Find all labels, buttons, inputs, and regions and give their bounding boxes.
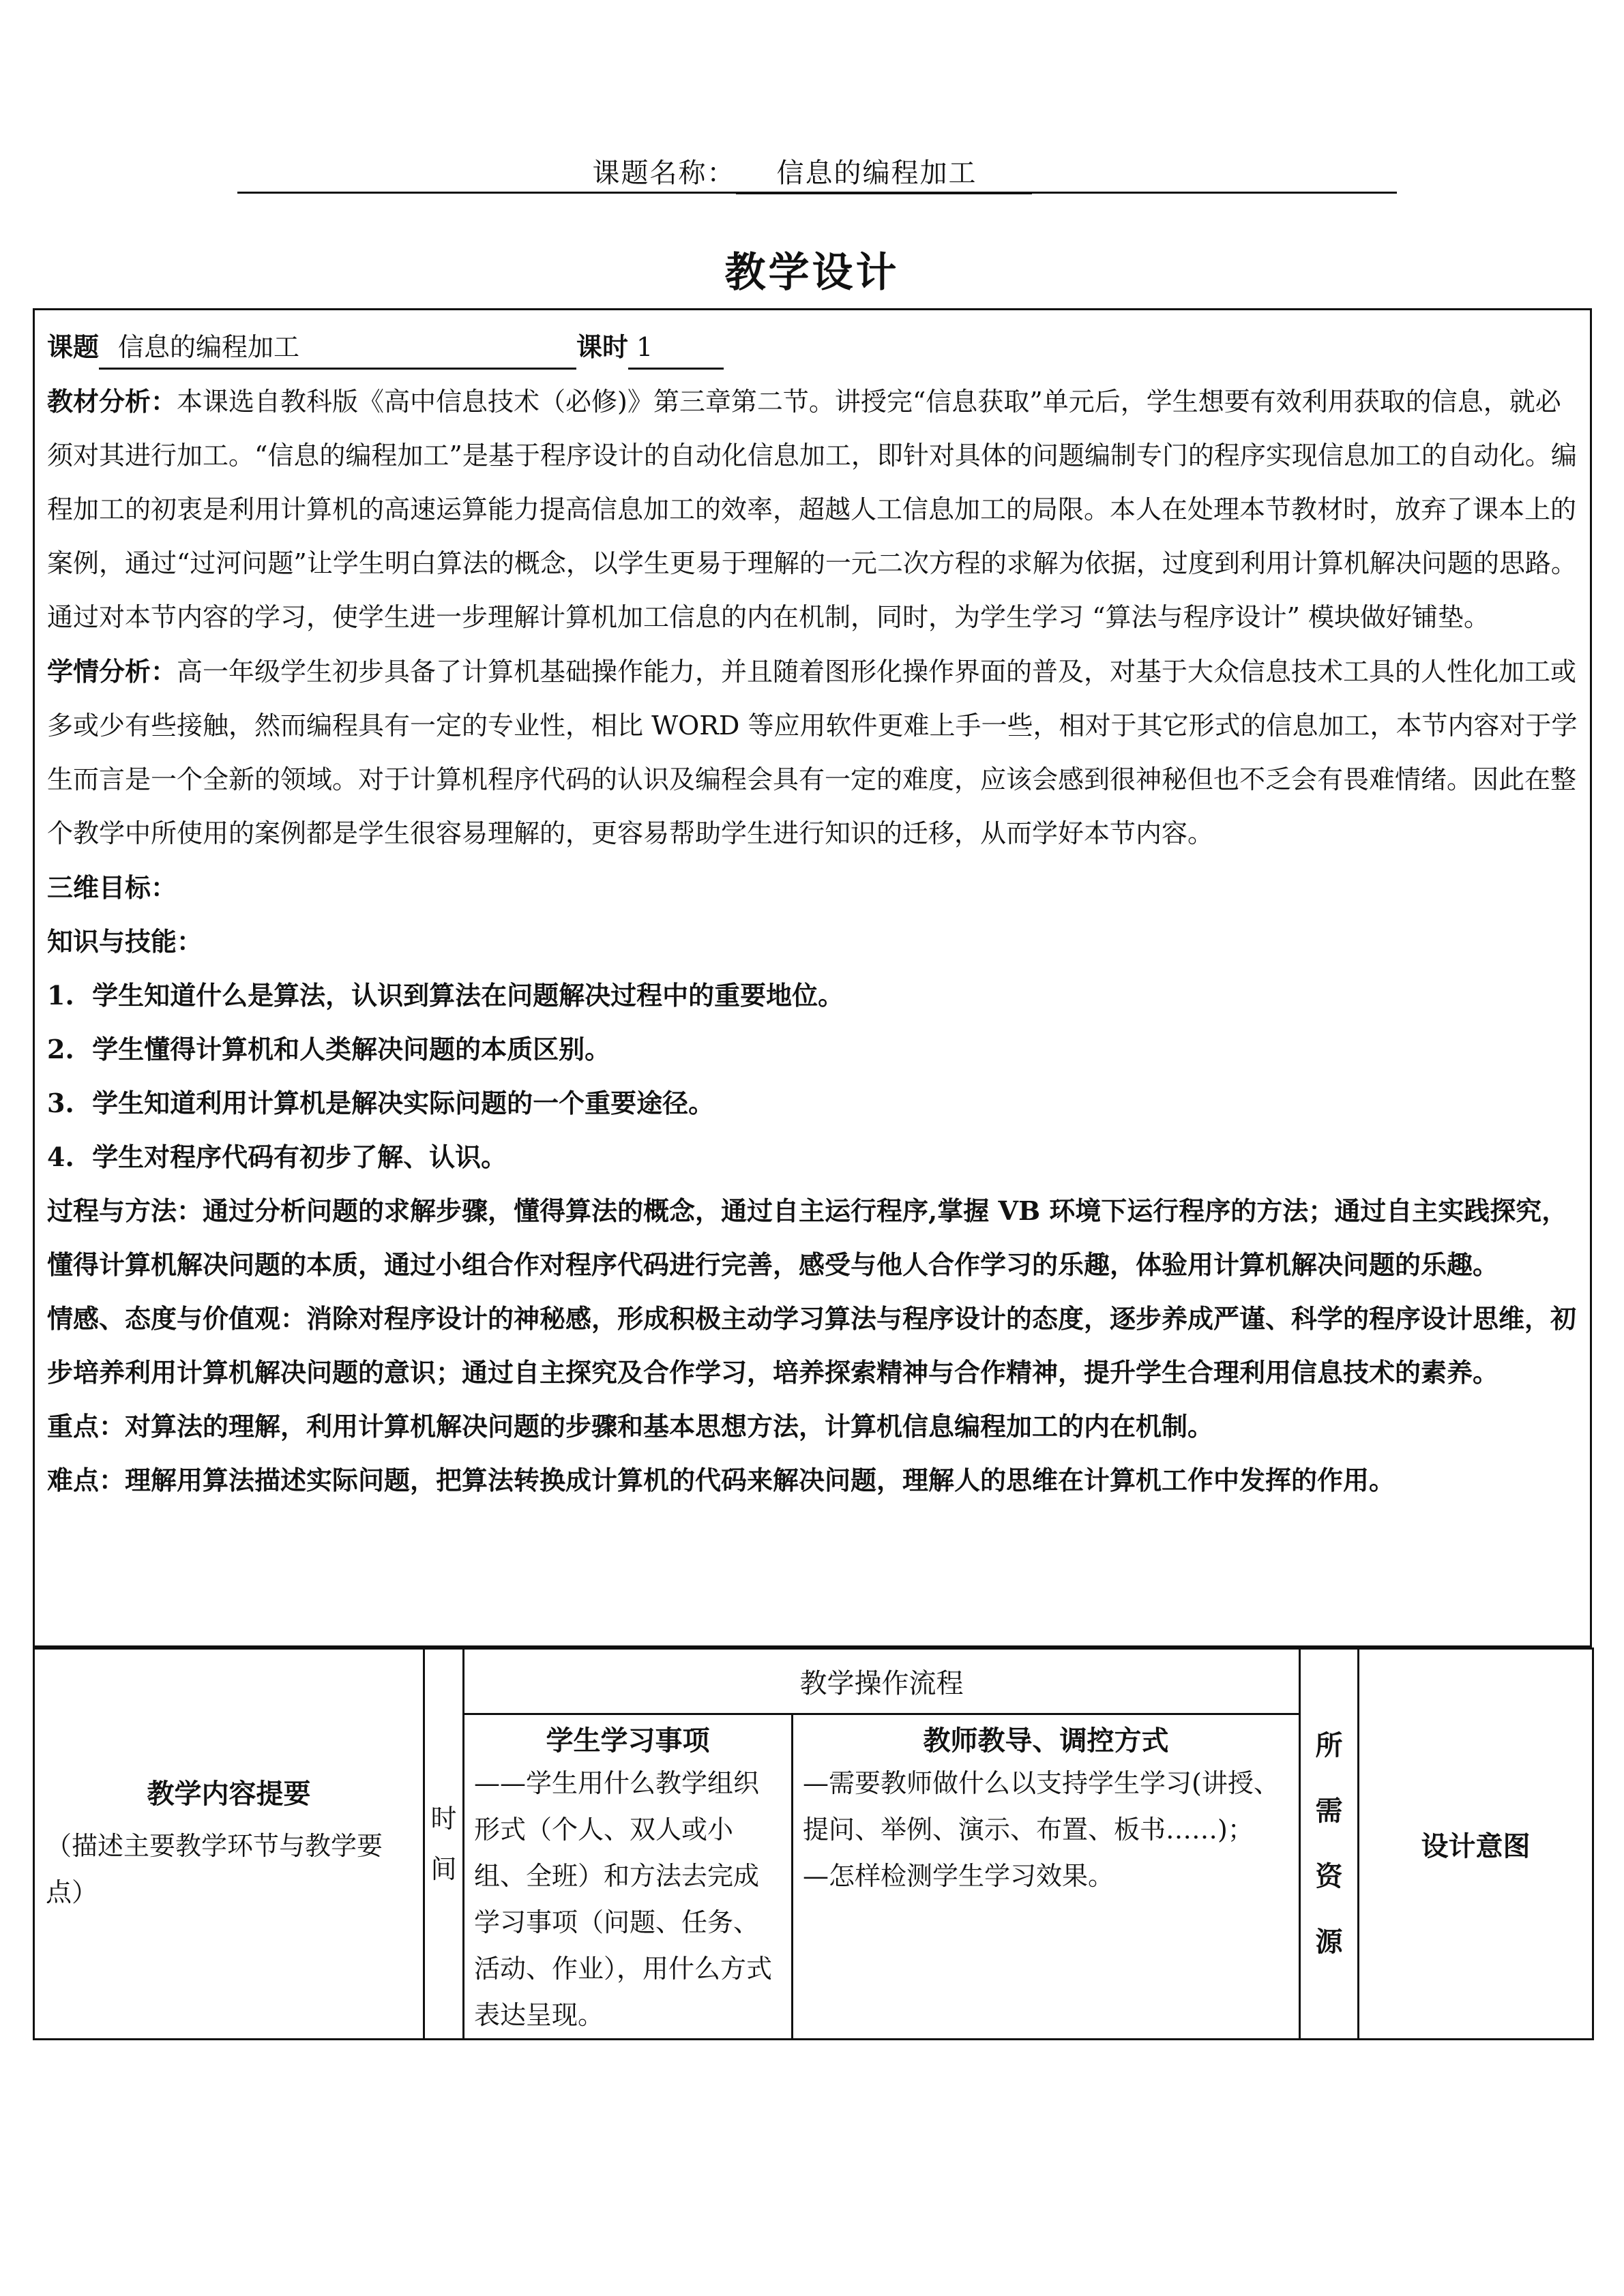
design-intent-cell — [1359, 1649, 1593, 2040]
design-intent-label: 设计意图 — [1421, 1830, 1531, 1862]
process-method-goal: 过程与方法：通过分析问题的求解步骤，懂得算法的概念，通过自主运行程序,掌握 VB 环境下运行程序的方法；通过自主实践探究，懂得计算机解决问题的本质，通过小组合作对程序代码进行完善，感受与他人合作学习的乐趣，体验用计算机解决问题的乐趣。 — [47, 1195, 1568, 1280]
knowledge-heading: 知识与技能： — [47, 926, 203, 957]
teacher-guidance-title: 教师教导、调控方式 — [923, 1725, 1169, 1757]
student-analysis-label: 学情分析： — [47, 656, 177, 687]
topic-value: 信息的编程加工 — [99, 327, 576, 370]
hours-value: 1 — [628, 327, 724, 370]
lesson-topic-line — [47, 320, 1578, 374]
teaching-process-title: 教学操作流程 — [464, 1649, 1300, 1714]
course-name-label: 课题名称： — [592, 158, 736, 189]
lesson-info-box — [33, 308, 1592, 1648]
student-learning-title: 学生学习事项 — [546, 1725, 710, 1757]
material-analysis-text: 本课选自教科版《高中信息技术（必修)》第三章第二节。讲授完“信息获取”单元后，学生想要有效利用获取的信息，就必须对其进行加工。“信息的编程加工”是基于程序设计的自动化信息加工，即针对具体的问题编制专门的程序实现信息加工的自动化。编程加工的初衷是利用计算机的高速运算能力提高信息加工的效率，超越人工信息加工的局限。本人在处理本节教材时，放弃了课本上的案例，通过“过河问题”让学生明白算法的概念，以学生更易于理解的一元二次方程的求解为依据，过度到利用计算机解决问题的思路。通过对本节内容的学习，使学生进一步理解计算机加工信息的内在机制，同时，为学生学习 “算法与程序设计” 模块做好铺垫。 — [47, 387, 1577, 632]
course-name-value: 信息的编程加工 — [736, 151, 1032, 194]
document-title: 教学设计 — [724, 249, 900, 297]
teacher-guidance-desc: —需要教师做什么以支持学生学习(讲授、提问、举例、演示、布置、板书……)； — [803, 1768, 1280, 1845]
teaching-content-cell — [34, 1649, 424, 2040]
topic-label: 课题 — [47, 331, 100, 362]
hours-label: 课时 — [576, 331, 629, 362]
student-learning-cell — [464, 1714, 793, 2040]
header-divider — [237, 192, 1397, 194]
teacher-assessment-desc: —怎样检测学生学习效果。 — [803, 1861, 1114, 1891]
material-analysis — [47, 374, 1578, 644]
knowledge-item: 4. 学生对程序代码有初步了解、认识。 — [47, 1142, 507, 1172]
knowledge-item: 3. 学生知道利用计算机是解决实际问题的一个重要途径。 — [47, 1088, 715, 1118]
goals-heading: 三维目标： — [47, 872, 177, 903]
time-label: 时间 — [430, 1804, 457, 1884]
material-analysis-label: 教材分析： — [47, 386, 177, 417]
student-analysis — [47, 644, 1578, 861]
difficult-point: 难点：理解用算法描述实际问题，把算法转换成计算机的代码来解决问题，理解人的思维在计算机工作中发挥的作用。 — [47, 1465, 1396, 1495]
student-learning-desc: ——学生用什么教学组织形式（个人、双人或小组、全班）和方法去完成学习事项（问题、任务、活动、作业），用什么方式表达呈现。 — [474, 1768, 773, 2030]
key-point: 重点：对算法的理解，利用计算机解决问题的步骤和基本思想方法，计算机信息编程加工的内在机制。 — [47, 1411, 1214, 1442]
resources-cell — [1300, 1649, 1359, 2040]
resources-label: 所需资源 — [1315, 1729, 1343, 1958]
knowledge-item: 1. 学生知道什么是算法，认识到算法在问题解决过程中的重要地位。 — [47, 980, 844, 1011]
time-cell — [424, 1649, 464, 2040]
student-analysis-text: 高一年级学生初步具备了计算机基础操作能力，并且随着图形化操作界面的普及，对基于大众信息技术工具的人性化加工或多或少有些接触，然而编程具有一定的专业性，相比 WORD 等应用软件更难上手一些，相对于其它形式的信息加工，本节内容对于学生而言是一个全新的领域。对于计算机程序代码的认识及编程会具有一定的难度，应该会感到很神秘但也不乏会有畏难情绪。因此在整个教学中所使用的案例都是学生很容易理解的，更容易帮助学生进行知识的迁移，从而学好本节内容。 — [47, 657, 1578, 848]
teaching-flow-table — [33, 1648, 1594, 2040]
teaching-content-desc: （描述主要教学环节与教学要点） — [46, 1831, 383, 1907]
teacher-guidance-cell — [793, 1714, 1300, 2040]
teaching-content-title: 教学内容提要 — [147, 1778, 311, 1810]
emotion-value-goal: 情感、态度与价值观：消除对程序设计的神秘感，形成积极主动学习算法与程序设计的态度，逐步养成严谨、科学的程序设计思维，初步培养利用计算机解决问题的意识；通过自主探究及合作学习，培养探索精神与合作精神，提升学生合理利用信息技术的素养。 — [47, 1303, 1577, 1388]
course-name-header — [0, 151, 1624, 194]
knowledge-item: 2. 学生懂得计算机和人类解决问题的本质区别。 — [47, 1034, 611, 1064]
